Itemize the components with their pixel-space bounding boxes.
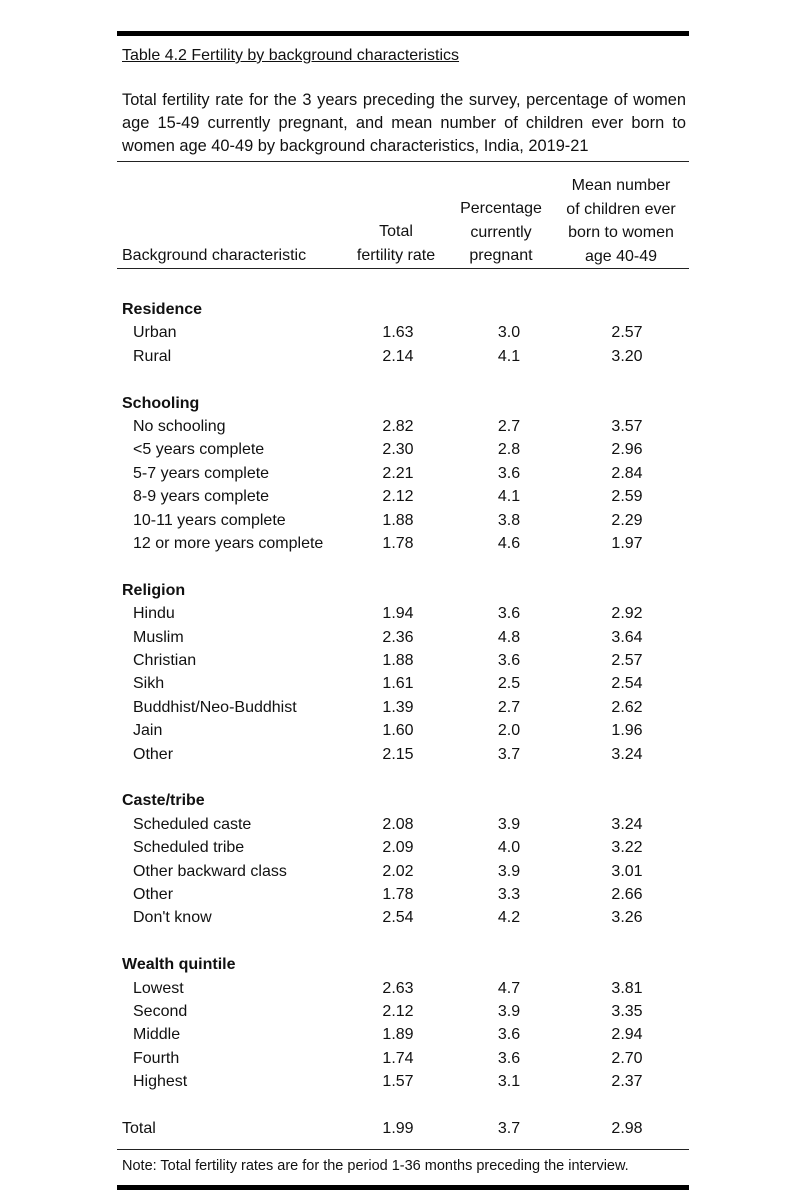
row-label: Second — [133, 1003, 188, 1020]
pregnant-value: 3.6 — [497, 1026, 521, 1044]
mean-children-value: 2.29 — [611, 511, 643, 529]
tfr-value: 2.36 — [382, 628, 414, 646]
header-total-fertility-rate — [348, 220, 444, 267]
section-header: Religion — [122, 581, 186, 599]
mean-children-value: 3.24 — [611, 815, 643, 833]
header-mean-line: of children ever — [566, 200, 676, 218]
tfr-value: 1.63 — [382, 324, 414, 342]
header-bottom-rule — [117, 268, 689, 269]
tfr-value: 1.94 — [382, 605, 414, 623]
pregnant-value: 4.1 — [497, 347, 521, 365]
section-header: Caste/tribe — [122, 792, 205, 810]
pregnant-value: 4.7 — [497, 979, 521, 997]
mean-children-value: 3.22 — [611, 839, 643, 857]
row-label: 12 or more years complete — [133, 535, 324, 552]
mean-children-value: 3.81 — [611, 979, 643, 997]
row-label: 8-9 years complete — [133, 488, 270, 506]
row-label: Urban — [133, 324, 177, 342]
tfr-value: 1.61 — [382, 675, 414, 693]
tfr-value: 1.60 — [382, 722, 414, 740]
pregnant-value: 2.5 — [497, 675, 521, 693]
mean-children-value: 2.96 — [611, 441, 643, 459]
pregnant-value: 2.0 — [497, 722, 521, 740]
pregnant-value: 3.1 — [497, 1073, 521, 1091]
row-label: Lowest — [133, 979, 184, 997]
row-label: Middle — [133, 1026, 181, 1044]
total-mean: 2.98 — [611, 1120, 643, 1137]
header-tfr-line: fertility rate — [356, 246, 436, 264]
pregnant-value: 4.2 — [497, 909, 521, 927]
row-label: Highest — [133, 1073, 188, 1091]
pregnant-value: 4.0 — [497, 839, 521, 857]
tfr-value: 1.57 — [382, 1073, 414, 1091]
tfr-value: 2.54 — [382, 909, 414, 927]
mean-children-value: 2.84 — [611, 464, 643, 482]
tfr-value: 2.09 — [382, 839, 414, 857]
pregnant-value: 4.8 — [497, 628, 521, 646]
table-note: Note: Total fertility rates are for the period 1-36 months preceding the interview. — [122, 1158, 629, 1174]
mean-children-value: 2.54 — [611, 675, 643, 693]
tfr-value: 1.88 — [382, 652, 414, 669]
mean-children-value: 1.97 — [611, 535, 643, 552]
mean-children-value: 3.24 — [611, 745, 643, 763]
row-label: Scheduled tribe — [133, 839, 245, 857]
tfr-value: 2.12 — [382, 1003, 414, 1020]
total-pregnant: 3.7 — [497, 1120, 521, 1137]
tfr-value: 2.30 — [382, 441, 414, 459]
table-caption: Total fertility rate for the 3 years preceding the survey, percentage of women age 15-49 currently pregnant, and mean number of children ever born to women age 40-49 by background characteristics, India, 2019-21 — [122, 91, 686, 155]
mean-children-value: 3.64 — [611, 628, 643, 646]
mean-children-value: 2.62 — [611, 698, 643, 716]
tfr-value: 1.88 — [382, 511, 414, 529]
row-label: 10-11 years complete — [133, 511, 286, 529]
bottom-rule — [117, 1185, 689, 1190]
mean-children-value: 2.37 — [611, 1073, 643, 1091]
mean-children-value: 2.59 — [611, 488, 643, 506]
section-header: Wealth quintile — [122, 956, 236, 974]
tfr-value: 2.21 — [382, 464, 414, 482]
mean-children-value: 3.57 — [611, 418, 643, 435]
pregnant-value: 2.8 — [497, 441, 521, 459]
row-label: Christian — [133, 652, 197, 669]
section-header: Schooling — [122, 394, 200, 412]
pregnant-value: 3.6 — [497, 1049, 521, 1067]
pregnant-value: 3.3 — [497, 886, 521, 903]
mean-children-value: 2.94 — [611, 1026, 643, 1044]
mean-children-value: 3.35 — [611, 1003, 643, 1020]
tfr-value: 2.82 — [382, 418, 414, 435]
header-mean-line: Mean number — [571, 177, 671, 194]
tfr-value: 2.14 — [382, 347, 414, 365]
row-label: Other — [133, 745, 174, 763]
pregnant-value: 3.9 — [497, 815, 521, 833]
row-label: 5-7 years complete — [133, 464, 270, 482]
pregnant-value: 2.7 — [497, 698, 521, 716]
header-pregnant-line: Percentage — [460, 200, 542, 217]
pregnant-value: 3.0 — [497, 324, 521, 342]
header-characteristic: Background characteristic — [122, 247, 307, 264]
tfr-value: 2.02 — [382, 862, 414, 880]
pregnant-value: 3.9 — [497, 862, 521, 880]
mean-children-value: 2.92 — [611, 605, 643, 623]
tfr-value: 1.78 — [382, 535, 414, 552]
header-top-rule — [117, 161, 689, 162]
header-pregnant-line: pregnant — [469, 247, 533, 264]
mean-children-value: 3.01 — [611, 862, 643, 880]
header-percentage-pregnant — [455, 197, 547, 268]
tfr-value: 1.89 — [382, 1026, 414, 1044]
pregnant-value: 3.6 — [497, 605, 521, 623]
header-mean-line: age 40-49 — [584, 247, 658, 265]
mean-children-value: 2.57 — [611, 324, 643, 342]
pregnant-value: 3.6 — [497, 464, 521, 482]
table-title: Table 4.2 Fertility by background characteristics — [122, 47, 460, 64]
row-label: Hindu — [133, 605, 175, 623]
tfr-value: 1.74 — [382, 1049, 414, 1067]
mean-children-value: 3.26 — [611, 909, 643, 927]
pregnant-value: 3.8 — [497, 511, 521, 529]
pregnant-value: 4.6 — [497, 535, 521, 552]
tfr-value: 2.15 — [382, 745, 414, 763]
total-row-label: Total — [122, 1120, 156, 1137]
pregnant-value: 4.1 — [497, 488, 521, 506]
row-label: <5 years complete — [133, 441, 265, 459]
row-label: Rural — [133, 347, 172, 365]
mean-children-value: 2.70 — [611, 1049, 643, 1067]
mean-children-value: 2.57 — [611, 652, 643, 669]
row-label: Fourth — [133, 1049, 180, 1067]
pregnant-value: 2.7 — [497, 418, 521, 435]
mean-children-value: 3.20 — [611, 347, 643, 365]
section-header: Residence — [122, 301, 203, 318]
mean-children-value: 1.96 — [611, 722, 643, 740]
tfr-value: 2.63 — [382, 979, 414, 997]
pregnant-value: 3.7 — [497, 745, 521, 763]
row-label: Other backward class — [133, 862, 287, 880]
header-mean-children — [553, 174, 689, 268]
note-rule — [117, 1149, 689, 1150]
header-pregnant-line: currently — [470, 223, 532, 241]
pregnant-value: 3.9 — [497, 1003, 521, 1020]
tfr-value: 2.08 — [382, 815, 414, 833]
row-label: Sikh — [133, 675, 165, 693]
pregnant-value: 3.6 — [497, 652, 521, 669]
header-mean-line: born to women — [568, 224, 674, 241]
tfr-value: 2.12 — [382, 488, 414, 506]
mean-children-value: 2.66 — [611, 886, 643, 903]
row-label: Don't know — [133, 909, 212, 927]
top-rule — [117, 31, 689, 36]
row-label: Other — [133, 886, 174, 903]
row-label: Muslim — [133, 628, 184, 646]
row-label: Jain — [133, 722, 163, 740]
row-label: Buddhist/Neo-Buddhist — [133, 698, 297, 716]
header-tfr-line: Total — [379, 223, 413, 240]
row-label: No schooling — [133, 418, 226, 435]
row-label: Scheduled caste — [133, 815, 252, 833]
tfr-value: 1.78 — [382, 886, 414, 903]
tfr-value: 1.39 — [382, 698, 414, 716]
total-tfr: 1.99 — [382, 1120, 414, 1137]
